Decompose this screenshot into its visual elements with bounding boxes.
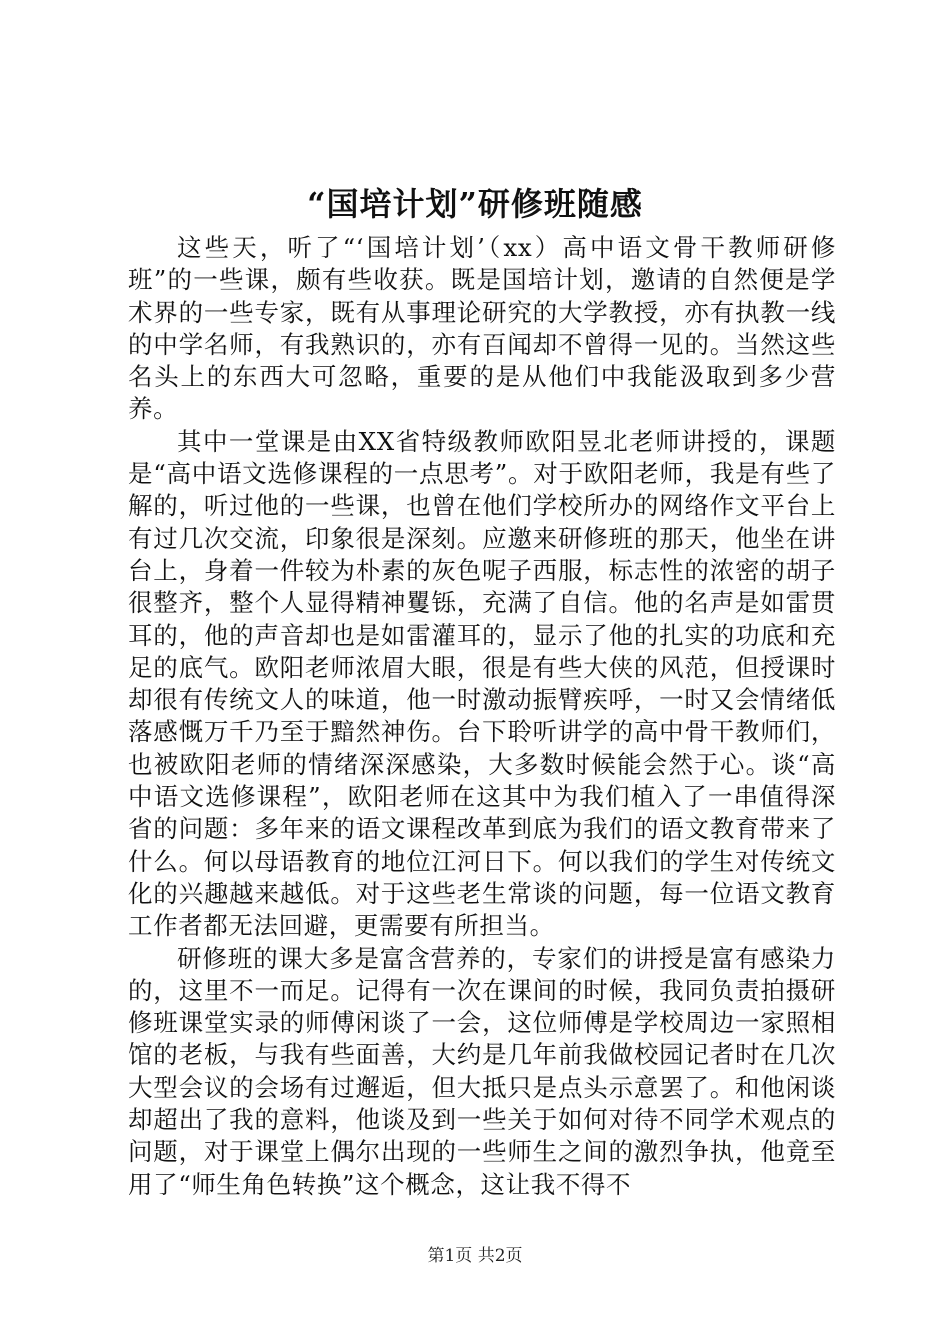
paragraph-3: 研修班的课大多是富含营养的，专家们的讲授是富有感染力的，这里不一而足。记得有一次在课间的时候，我同负责拍摄研修班课堂实录的师傅闲谈了一会，这位师傅是学校周边一家照相馆的老板，与我有些面善，大约是几年前我做校园记者时在几次大型会议的会场有过邂逅，但大抵只是点头示意罢了。和他闲谈却超出了我的意料，他谈及到一些关于如何对待不同学术观点的问题，对于课堂上偶尔出现的一些师生之间的激烈争执，他竟至用了“师生角色转换”这个概念，这让我不得不 [128,943,836,1199]
paragraph-2: 其中一堂课是由XX省特级教师欧阳昱北老师讲授的，课题是“高中语文选修课程的一点思考”。对于欧阳老师，我是有些了解的，听过他的一些课，也曾在他们学校所办的网络作文平台上有过几次交流，印象很是深刻。应邀来研修班的那天，他坐在讲台上，身着一件较为朴素的灰色呢子西服，标志性的浓密的胡子很整齐，整个人显得精神矍铄，充满了自信。他的名声是如雷贯耳的，他的声音却也是如雷灌耳的，显示了他的扎实的功底和充足的底气。欧阳老师浓眉大眼，很是有些大侠的风范，但授课时却很有传统文人的味道，他一时激动振臂疾呼，一时又会情绪低落感慨万千乃至于黯然神伤。台下聆听讲学的高中骨干教师们，也被欧阳老师的情绪深深感染，大多数时候能会然于心。谈“高中语文选修课程”，欧阳老师在这其中为我们植入了一串值得深省的问题：多年来的语文课程改革到底为我们的语文教育带来了什么。何以母语教育的地位江河日下。何以我们的学生对传统文化的兴趣越来越低。对于这些老生常谈的问题，每一位语文教育工作者都无法回避，更需要有所担当。 [128,426,836,941]
document-body [128,232,836,1201]
page-footer: 第1页 共2页 [427,1246,523,1266]
document-title: “国培计划”研修班随感 [307,185,643,223]
paragraph-1: 这些天，听了“‘国培计划’（xx）高中语文骨干教师研修班”的一些课，颇有些收获。既是国培计划，邀请的自然便是学术界的一些专家，既有从事理论研究的大学教授，亦有执教一线的中学名师，有我熟识的，亦有百闻却不曾得一见的。当然这些名头上的东西大可忽略，重要的是从他们中我能汲取到多少营养。 [128,233,836,424]
